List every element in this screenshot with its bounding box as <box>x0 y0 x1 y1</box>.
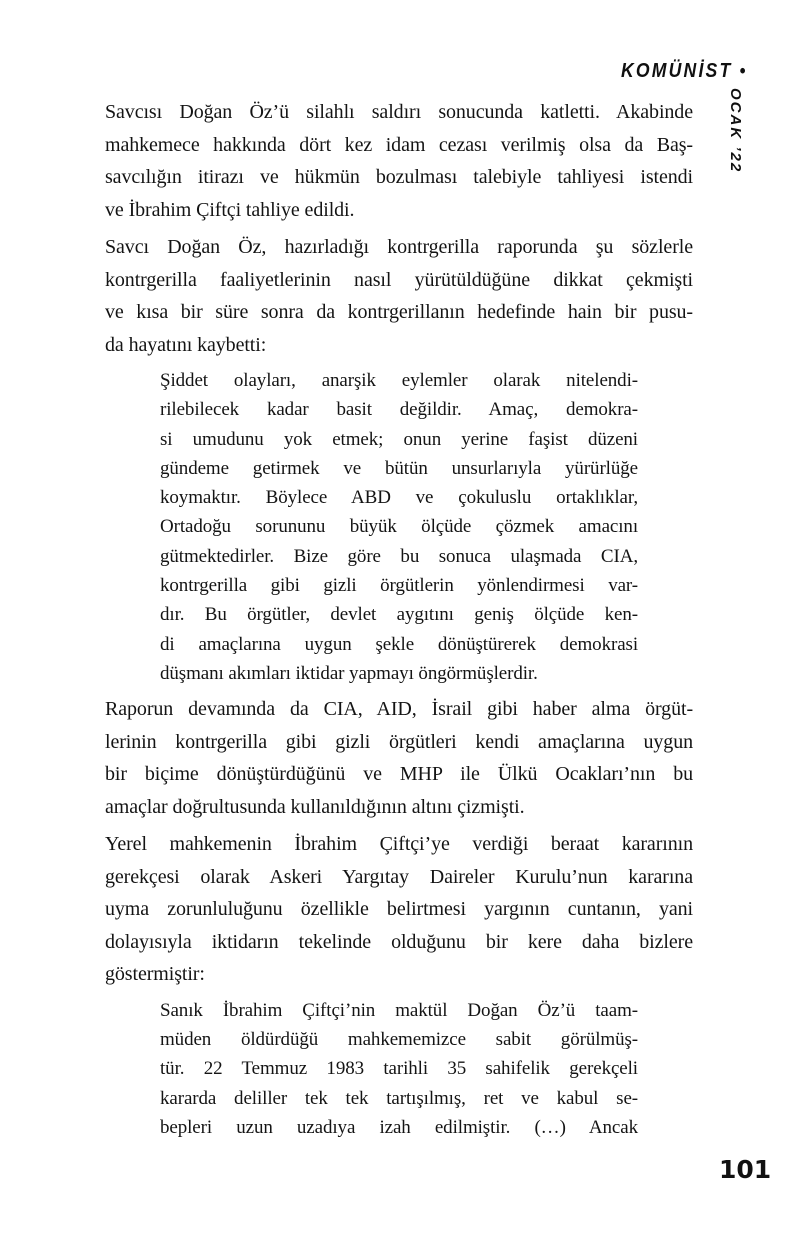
text-line: gütmektedirler. Bize göre bu sonuca ulaşmada CIA, <box>160 545 638 567</box>
text-line: müden öldürdüğü mahkememizce sabit görülmüş- <box>160 1029 638 1051</box>
text-line: uyma zorunluluğunu özellikle belirtmesi yargının cuntanın, yani <box>105 898 693 921</box>
text-line: lerinin kontrgerilla gibi gizli örgütleri kendi amaçlarına uygun <box>105 730 693 753</box>
text-line: savcılığın itirazı ve hükmün bozulması talebiyle tahliyesi istendi <box>105 166 693 188</box>
text-line: düşmanı akımları iktidar yapmayı öngörmüşlerdir. <box>160 662 538 684</box>
text-line: gündeme getirmek ve bütün unsurlarıyla yürürlüğe <box>160 457 638 479</box>
paragraph <box>105 231 693 361</box>
page-number: 101 <box>719 1155 772 1184</box>
text-line: bir biçime dönüştürdüğünü ve MHP ile Ülkü Ocakları’nın bu <box>105 763 693 786</box>
paragraph <box>105 693 693 823</box>
text-line: ve kısa bir süre sonra da kontrgerillanın hedefinde hain bir pusu- <box>105 301 693 323</box>
text-line: dır. Bu örgütler, devlet aygıtını geniş ölçüde ken- <box>160 604 638 626</box>
text-line: kararda deliller tek tek tartışılmış, ret ve kabul se- <box>160 1087 638 1109</box>
text-line: da hayatını kaybetti: <box>105 333 267 356</box>
text-line: ve İbrahim Çiftçi tahliye edildi. <box>105 198 355 221</box>
journal-title: KOMÜNİST <box>620 60 733 82</box>
masthead-bullet-icon: • <box>739 61 745 82</box>
text-line: dolayısıyla iktidarın tekelinde olduğunu bir kere daha bizlere <box>105 930 693 953</box>
text-line: si umudunu yok etmek; onun yerine faşist düzeni <box>160 428 638 450</box>
text-line: amaçlar doğrultusunda kullanıldığının altını çizmişti. <box>105 795 525 818</box>
text-line: göstermiştir: <box>105 963 205 986</box>
text-line: gerekçesi olarak Askeri Yargıtay Daireler Kurulu’nun kararına <box>105 865 693 888</box>
text-line: bepleri uzun uzadıya izah edilmiştir. (…) Ancak <box>160 1116 638 1138</box>
masthead <box>621 60 745 83</box>
text-line: Savcısı Doğan Öz’ü silahlı saldırı sonucunda katletti. Akabinde <box>105 101 693 123</box>
text-line: tür. 22 Temmuz 1983 tarihli 35 sahifelik gerekçeli <box>160 1058 638 1080</box>
text-line: Şiddet olayları, anarşik eylemler olarak nitelendi- <box>160 370 638 391</box>
block-quote <box>160 996 638 1142</box>
text-line: Savcı Doğan Öz, hazırladığı kontrgerilla raporunda şu sözlerle <box>105 236 693 258</box>
text-line: mahkemece hakkında dört kez idam cezası verilmiş olsa da Baş- <box>105 133 693 156</box>
text-line: di amaçlarına uygun şekle dönüştürerek demokrasi <box>160 633 638 655</box>
paragraph <box>105 828 693 991</box>
issue-date: OCAK ’22 <box>727 88 744 174</box>
text-line: kontrgerilla faaliyetlerinin nasıl yürütüldüğüne dikkat çekmişti <box>105 268 693 291</box>
text-line: rilebilecek kadar basit değildir. Amaç, demokra- <box>160 399 638 421</box>
text-line: kontrgerilla gibi gizli örgütlerin yönlendirmesi var- <box>160 575 638 597</box>
text-line: koymaktır. Böylece ABD ve çokuluslu ortaklıklar, <box>160 487 638 509</box>
block-quote <box>160 366 638 688</box>
text-line: Ortadoğu sorununu büyük ölçüde çözmek amacını <box>160 516 638 538</box>
text-line: Raporun devamında da CIA, AID, İsrail gibi haber alma örgüt- <box>105 698 693 721</box>
text-column <box>105 96 693 1147</box>
paragraph <box>105 96 693 226</box>
text-line: Sanık İbrahim Çiftçi’nin maktül Doğan Öz’ü taam- <box>160 999 638 1021</box>
text-line: Yerel mahkemenin İbrahim Çiftçi’ye verdiği beraat kararının <box>105 833 693 856</box>
